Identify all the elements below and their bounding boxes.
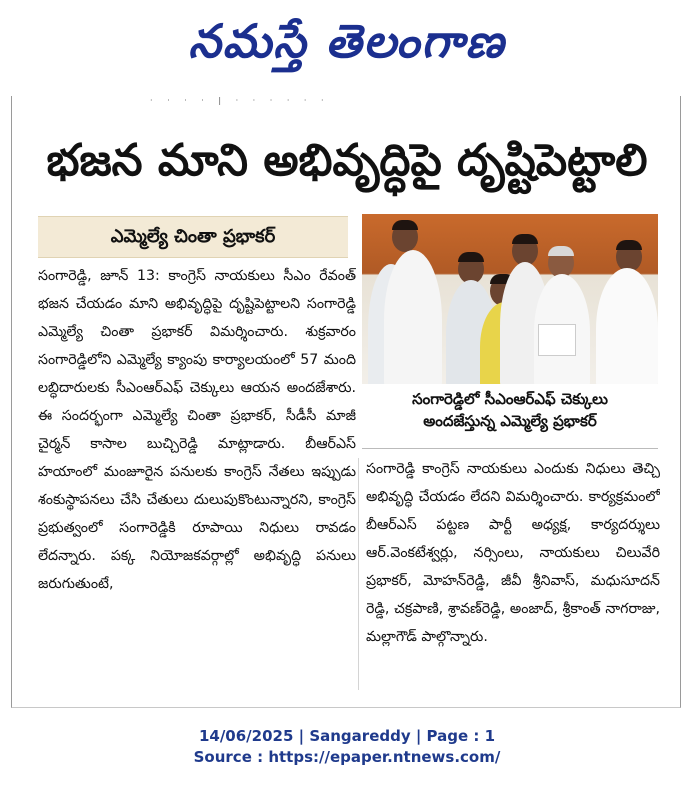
photo-hair (458, 252, 484, 262)
article-photo (362, 214, 658, 384)
photo-cheque (538, 324, 576, 356)
article-body-right-column (366, 455, 660, 693)
photo-person (596, 268, 658, 384)
photo-hair (512, 234, 538, 244)
photo-hair (392, 220, 418, 230)
clipping-footer (0, 726, 694, 770)
article-body-left-column (38, 262, 356, 692)
column-divider (358, 458, 359, 690)
photo-caption-line1: సంగారెడ్డిలో సీఎంఆర్ఎఫ్ చెక్కులు (412, 390, 608, 408)
footer-date-edition: 14/06/2025 | Sangareddy | Page : 1 (198, 727, 496, 745)
photo-caption (362, 388, 658, 440)
article-headline: భజన మాని అభివృద్ధిపై దృష్టిపెట్టాలి (46, 135, 648, 186)
article-body-right: సంగారెడ్డి కాంగ్రెస్ నాయకులు ఎందుకు నిధులు తెచ్చి అభివృద్ధి చేయడం లేదని విమర్శించారు. కార్యక్రమంలో బీఆర్ఎస్ పట్టణ పార్టీ అధ్యక్ష, కార్యదర్శులు ఆర్.వెంకటేశ్వర్లు, నర్సింలు, నాయకులు చిలువేరి ప్రభాకర్, మోహన్‌రెడ్డి, జీవీ శ్రీనివాస్, మధుసూదన్ రెడ్డి, చక్రపాణి, శ్రావణ్‌రెడ్డి, అంజాద్, శ్రీకాంత్ నాగరాజు, మల్లాగౌడ్ పాల్గొన్నారు. (366, 461, 660, 645)
photo-caption-line2: అందజేస్తున్న ఎమ్మెల్యే ప్రభాకర్ (423, 412, 597, 430)
photo-hair (548, 246, 574, 256)
footer-source: Source : https://epaper.ntnews.com/ (193, 748, 501, 766)
photo-hair (616, 240, 642, 250)
article-body-left: సంగారెడ్డి, జూన్ 13: కాంగ్రెస్ నాయకులు సీఎం రేవంత్ భజన చేయడం మాని అభివృద్ధిపై దృష్టిపెట్టాలని సంగారెడ్డి ఎమ్మెల్యే చింతా ప్రభాకర్ విమర్శించారు. శుక్రవారం సంగారెడ్డిలోని ఎమ్మెల్యే క్యాంపు కార్యాలయంలో 57 మంది లబ్ధిదారులకు సీఎంఆర్ఎఫ్ చెక్కులు ఆయన అందజేశారు. ఈ సందర్భంగా ఎమ్మెల్యే చింతా ప్రభాకర్, సీడీసీ మాజీ చైర్మన్ కాసాల బుచ్చిరెడ్డి మాట్లాడారు. బీఆర్ఎస్ హయాంలో మంజూరైన పనులకు కాంగ్రెస్ నేతలు ఇప్పుడు శంకుస్థాపనలు చేసి చేతులు దులుపుకొంటున్నారని, కాంగ్రెస్ ప్రభుత్వంలో సంగారెడ్డికి రూపాయి నిధులు రావడం లేదన్నారు. పక్క నియోజకవర్గాల్లో అభివృద్ధి పనులు జరుగుతుంటే, (38, 268, 356, 592)
photo-person (384, 250, 442, 384)
newspaper-masthead: నమస్తే తెలంగాణ (188, 14, 506, 68)
cut-header-strip: · · · · | · · · · · · (150, 96, 330, 105)
caption-divider (362, 448, 658, 449)
article-subhead: ఎమ్మెల్యే చింతా ప్రభాకర్ (38, 216, 348, 258)
